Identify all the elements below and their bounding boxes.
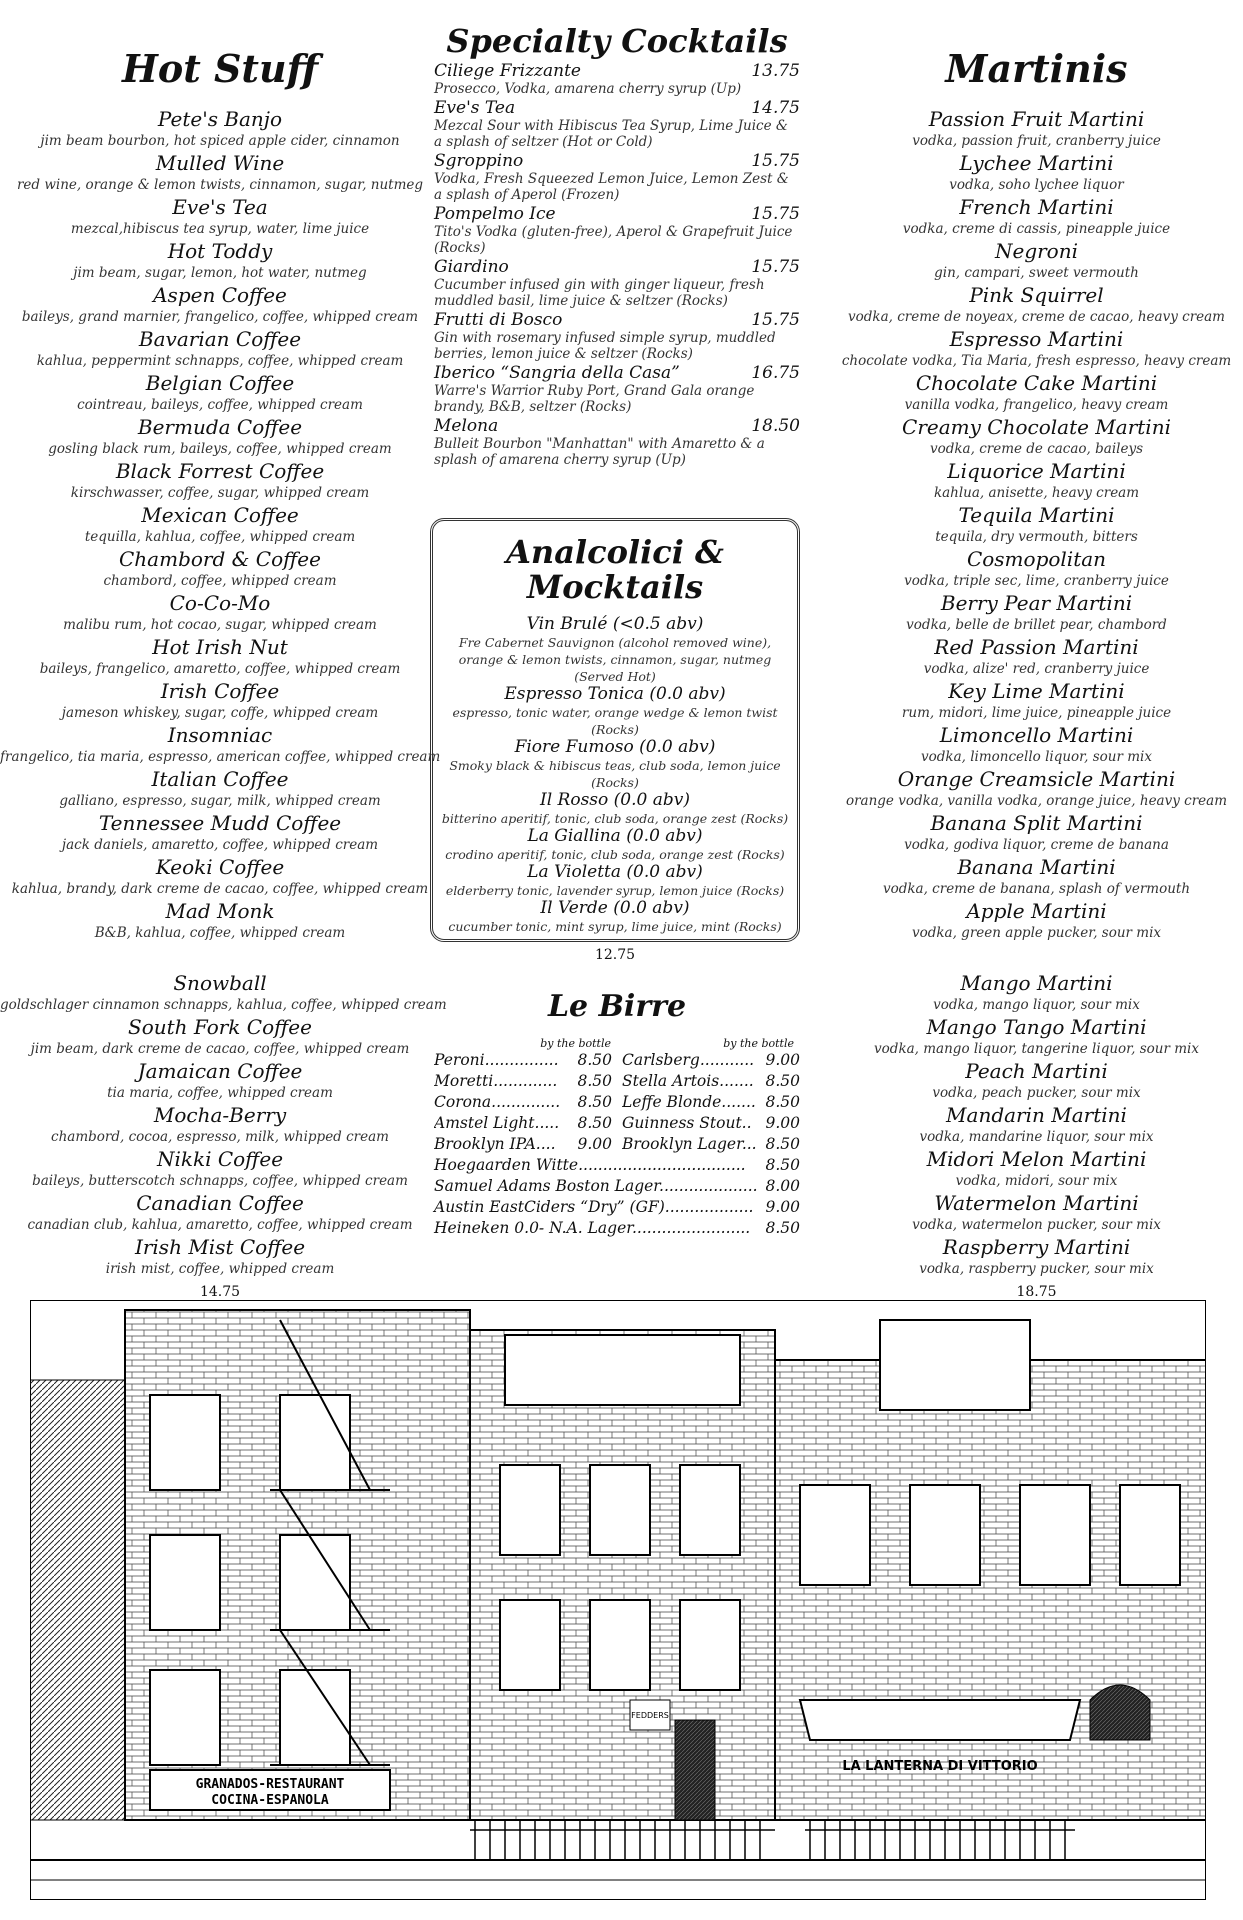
beer-row [622, 1050, 800, 1071]
mocktail-name: Il Rosso (0.0 abv) [539, 790, 690, 811]
item-name: Tequila Martini [958, 502, 1115, 527]
menu-item [830, 636, 1243, 680]
menu-item [0, 284, 440, 328]
item-name: Watermelon Martini [934, 1191, 1139, 1215]
mocktail-name: La Giallina (0.0 abv) [527, 826, 703, 847]
beer-price: 9.00 [577, 1135, 612, 1153]
cocktail-row [434, 310, 800, 330]
menu-item [0, 724, 440, 768]
menu-item [830, 416, 1243, 460]
item-desc: tia maria, coffee, whipped cream [107, 1085, 333, 1101]
mocktails-price: 12.75 [594, 947, 636, 964]
cocktail-item [434, 310, 800, 362]
cocktail-row [434, 204, 800, 224]
cocktail-desc: Mezcal Sour with Hibiscus Tea Syrup, Lime Juice & a splash of seltzer (Hot or Cold) [434, 118, 788, 151]
menu-item [0, 504, 440, 548]
item-desc: kirschwasser, coffee, sugar, whipped cream [70, 484, 370, 501]
beer-row [434, 1176, 800, 1197]
mocktails-list [433, 615, 797, 935]
menu-item [0, 240, 440, 284]
item-desc: vodka, soho lychee liquor [949, 176, 1124, 193]
menu-item [830, 504, 1243, 548]
item-name: Mango Tango Martini [926, 1015, 1147, 1039]
menu-item [0, 900, 440, 944]
item-name: Belgian Coffee [145, 370, 295, 395]
cocktails-section [434, 24, 800, 468]
item-desc: vodka, belle de brillet pear, chambord [906, 616, 1167, 633]
cocktail-price: 13.75 [751, 61, 800, 82]
beer-row [434, 1092, 612, 1113]
beer-name: Heineken 0.0- N.A. Lager........................ [434, 1219, 751, 1237]
beer-row [434, 1218, 800, 1239]
item-desc: vodka, green apple pucker, sour mix [911, 924, 1162, 941]
item-name: Orange Creamsicle Martini [897, 766, 1176, 791]
hot-stuff-list-2 [0, 971, 447, 1280]
cocktail-desc: Cucumber infused gin with ginger liqueur, fresh muddled basil, lime juice & seltzer (Rocks) [434, 277, 765, 310]
menu-item [0, 1060, 440, 1104]
beer-price: 8.50 [765, 1072, 800, 1090]
menu-item [0, 372, 440, 416]
martinis-section-2 [830, 972, 1243, 1300]
item-desc: vodka, creme de banana, splash of vermouth [882, 880, 1191, 897]
cocktail-name: Melona [434, 416, 499, 437]
item-name: Raspberry Martini [942, 1235, 1131, 1259]
item-desc: vodka, watermelon pucker, sour mix [912, 1217, 1161, 1233]
item-desc: frangelico, tia maria, espresso, american coffee, whipped cream [0, 748, 441, 765]
item-name: Chocolate Cake Martini [915, 370, 1158, 395]
hot-stuff-price: 14.75 [199, 1284, 241, 1300]
menu-item [830, 460, 1243, 504]
martinis-list-2 [830, 972, 1243, 1280]
cocktail-name: Eve's Tea [434, 98, 516, 119]
mocktails-box [430, 518, 800, 964]
cocktail-desc: Vodka, Fresh Squeezed Lemon Juice, Lemon Zest & a splash of Aperol (Frozen) [434, 171, 789, 204]
menu-item [830, 1236, 1243, 1280]
cocktail-name: Ciliege Frizzante [434, 61, 581, 82]
beer-row [622, 1092, 800, 1113]
martinis-title: Martinis [945, 46, 1128, 91]
mocktail-desc: bitterino aperitif, tonic, club soda, orange zest (Rocks) [441, 811, 789, 827]
item-name: Pete's Banjo [157, 106, 283, 131]
item-desc: canadian club, kahlua, amaretto, coffee, whipped cream [27, 1217, 413, 1233]
beer-section [434, 990, 800, 1239]
cocktail-row [434, 416, 800, 436]
menu-item [830, 680, 1243, 724]
menu-item [0, 1236, 440, 1280]
cocktails-list [434, 61, 800, 468]
fedders-sign: FEDDERS [631, 1711, 669, 1720]
cocktail-desc: Prosecco, Vodka, amarena cherry syrup (Up) [434, 81, 742, 98]
cocktail-name: Frutti di Bosco [434, 310, 563, 331]
hot-stuff-section [0, 48, 440, 944]
item-name: Eve's Tea [172, 194, 268, 219]
item-desc: cointreau, baileys, coffee, whipped cream [77, 396, 363, 413]
item-desc: chambord, cocoa, espresso, milk, whipped cream [51, 1129, 389, 1145]
martinis-section [830, 48, 1243, 944]
item-name: Midori Melon Martini [926, 1147, 1147, 1171]
menu-item [0, 152, 440, 196]
beer-name: Moretti............. [434, 1072, 558, 1090]
beer-left-list [434, 1050, 612, 1155]
menu-item [0, 1016, 440, 1060]
cocktail-item [434, 257, 800, 309]
menu-item [830, 548, 1243, 592]
menu-item [830, 812, 1243, 856]
mocktail-item [433, 791, 797, 827]
mocktail-name: Vin Brulé (<0.5 abv) [526, 614, 704, 635]
item-desc: baileys, frangelico, amaretto, coffee, whipped cream [39, 660, 401, 677]
cocktail-price: 14.75 [751, 98, 800, 119]
item-name: Banana Martini [957, 854, 1116, 879]
cocktail-item [434, 363, 800, 415]
menu-item [830, 1192, 1243, 1236]
item-desc: mezcal,hibiscus tea syrup, water, lime juice [70, 220, 370, 237]
item-name: Mad Monk [165, 898, 275, 923]
by-bottle-right: by the bottle [723, 1037, 794, 1050]
item-desc: kahlua, peppermint schnapps, coffee, whipped cream [36, 352, 404, 369]
beer-grid [434, 1050, 800, 1155]
beer-name: Stella Artois....... [622, 1072, 754, 1090]
item-name: Negroni [994, 238, 1079, 263]
beer-header [434, 1037, 800, 1050]
mocktail-name: Fiore Fumoso (0.0 abv) [514, 737, 716, 758]
menu-item [0, 108, 440, 152]
menu-item [0, 460, 440, 504]
item-desc: vodka, mango liquor, tangerine liquor, sour mix [874, 1041, 1199, 1057]
menu-item [0, 416, 440, 460]
item-desc: B&B, kahlua, coffee, whipped cream [94, 924, 346, 941]
item-name: Passion Fruit Martini [928, 106, 1145, 131]
item-name: Mexican Coffee [141, 502, 299, 527]
menu-item [830, 108, 1243, 152]
menu-item [0, 328, 440, 372]
beer-name: Guinness Stout.. [622, 1114, 752, 1132]
item-name: Nikki Coffee [156, 1147, 284, 1171]
beer-price: 8.50 [577, 1051, 612, 1069]
cocktail-item [434, 204, 800, 256]
item-desc: vodka, alize' red, cranberry juice [923, 660, 1150, 677]
menu-item [830, 724, 1243, 768]
item-desc: vodka, creme di cassis, pineapple juice [902, 220, 1171, 237]
beer-price: 8.50 [577, 1072, 612, 1090]
cocktail-price: 15.75 [751, 257, 800, 278]
cocktail-row [434, 61, 800, 81]
street-illustration [30, 1300, 1206, 1900]
item-desc: gin, campari, sweet vermouth [934, 264, 1139, 281]
item-desc: vodka, limoncello liquor, sour mix [921, 748, 1152, 765]
beer-price: 8.50 [765, 1093, 800, 1111]
mocktail-desc: elderberry tonic, lavender syrup, lemon juice (Rocks) [445, 883, 785, 899]
cocktail-name: Pompelmo Ice [434, 204, 556, 225]
beer-price: 9.00 [765, 1051, 800, 1069]
hot-stuff-title: Hot Stuff [121, 46, 319, 91]
item-desc: vodka, peach pucker, sour mix [932, 1085, 1141, 1101]
item-name: Lychee Martini [959, 150, 1114, 175]
menu-item [830, 328, 1243, 372]
menu-item [0, 1148, 440, 1192]
menu-item [0, 196, 440, 240]
beer-name: Brooklyn Lager... [622, 1135, 757, 1153]
cocktail-desc: Warre's Warrior Ruby Port, Grand Gala orange brandy, B&B, seltzer (Rocks) [434, 383, 755, 416]
martinis-list [830, 108, 1243, 944]
cocktail-desc: Bulleit Bourbon "Manhattan" with Amaretto & a splash of amarena cherry syrup (Up) [434, 436, 765, 469]
mocktail-name: Espresso Tonica (0.0 abv) [504, 684, 726, 705]
menu-item [830, 1060, 1243, 1104]
cocktail-name: Giardino [434, 257, 509, 278]
beer-long-list [434, 1155, 800, 1239]
mocktail-item [433, 738, 797, 791]
menu-item [0, 548, 440, 592]
beer-price: 8.50 [765, 1156, 800, 1174]
beer-name: Brooklyn IPA.... [434, 1135, 556, 1153]
cocktail-row [434, 257, 800, 277]
menu-item [830, 372, 1243, 416]
beer-name: Hoegaarden Witte.................................. [434, 1156, 746, 1174]
menu-item [830, 1104, 1243, 1148]
menu-item [0, 592, 440, 636]
item-name: Berry Pear Martini [940, 590, 1133, 615]
menu-item [830, 152, 1243, 196]
mocktail-desc: cucumber tonic, mint syrup, lime juice, mint (Rocks) [448, 919, 782, 935]
mocktail-item [433, 863, 797, 899]
beer-row [434, 1113, 612, 1134]
item-desc: vodka, midori, sour mix [955, 1173, 1118, 1189]
granados-sign-2: COCINA-ESPANOLA [211, 1793, 329, 1808]
menu-item [0, 971, 447, 1016]
item-name: Hot Irish Nut [152, 634, 288, 659]
item-desc: vanilla vodka, frangelico, heavy cream [904, 396, 1169, 413]
beer-name: Peroni............... [434, 1051, 559, 1069]
item-desc: chambord, coffee, whipped cream [103, 572, 337, 589]
item-desc: kahlua, brandy, dark creme de cacao, coffee, whipped cream [11, 880, 429, 897]
item-desc: jim beam bourbon, hot spiced apple cider, cinnamon [40, 132, 400, 149]
item-desc: jim beam, sugar, lemon, hot water, nutmeg [73, 264, 367, 281]
beer-name: Leffe Blonde....... [622, 1093, 756, 1111]
granados-sign-1: GRANADOS-RESTAURANT [195, 1777, 345, 1792]
mocktail-name: Il Verde (0.0 abv) [540, 898, 690, 919]
item-desc: vodka, godiva liquor, creme de banana [904, 836, 1169, 853]
cocktail-price: 18.50 [751, 416, 800, 437]
beer-row [434, 1155, 800, 1176]
menu-item [0, 1192, 440, 1236]
beer-row [622, 1134, 800, 1155]
mocktail-desc: Smoky black & hibiscus teas, club soda, lemon juice (Rocks) [449, 758, 781, 791]
beer-name: Samuel Adams Boston Lager.................... [434, 1177, 758, 1195]
item-desc: vodka, passion fruit, cranberry juice [912, 132, 1161, 149]
item-desc: kahlua, anisette, heavy cream [933, 484, 1140, 501]
menu-item [830, 768, 1243, 812]
mocktail-desc: Fre Cabernet Sauvignon (alcohol removed wine), orange & lemon twists, cinnamon, sugar, nutmeg (Served Hot) [458, 635, 772, 685]
item-name: Insomniac [167, 722, 273, 747]
item-desc: tequilla, kahlua, coffee, whipped cream [84, 528, 356, 545]
item-desc: jim beam, dark creme de cacao, coffee, whipped cream [30, 1041, 410, 1057]
item-name: Mango Martini [960, 971, 1113, 995]
item-name: Liquorice Martini [947, 458, 1126, 483]
item-name: Creamy Chocolate Martini [902, 414, 1171, 439]
beer-name: Austin EastCiders “Dry” (GF).................. [434, 1198, 754, 1216]
item-desc: goldschlager cinnamon schnapps, kahlua, coffee, whipped cream [0, 997, 447, 1013]
beer-name: Amstel Light..... [434, 1114, 560, 1132]
cocktail-price: 15.75 [751, 151, 800, 172]
mocktail-desc: crodino aperitif, tonic, club soda, orange zest (Rocks) [445, 847, 785, 863]
item-name: French Martini [959, 194, 1114, 219]
beer-row [434, 1197, 800, 1218]
item-name: Jamaican Coffee [137, 1059, 303, 1083]
cocktail-row [434, 363, 800, 383]
menu-item [0, 680, 440, 724]
lanterna-sign: LA LANTERNA DI VITTORIO [842, 1759, 1038, 1774]
item-desc: vodka, raspberry pucker, sour mix [919, 1261, 1154, 1277]
cocktail-price: 15.75 [751, 310, 800, 331]
item-name: Irish Mist Coffee [134, 1235, 306, 1259]
menu-item [0, 1104, 440, 1148]
item-name: Bermuda Coffee [137, 414, 303, 439]
item-desc: red wine, orange & lemon twists, cinnamon, sugar, nutmeg [16, 176, 424, 193]
item-name: Banana Split Martini [930, 810, 1143, 835]
menu-item [830, 1148, 1243, 1192]
beer-row [434, 1050, 612, 1071]
menu-item [830, 592, 1243, 636]
cocktail-name: Sgroppino [434, 151, 524, 172]
item-desc: malibu rum, hot cocao, sugar, whipped cream [63, 616, 377, 633]
item-desc: vodka, creme de cacao, baileys [929, 440, 1143, 457]
beer-row [434, 1071, 612, 1092]
cocktail-desc: Tito's Vodka (gluten-free), Aperol & Grapefruit Juice (Rocks) [434, 224, 793, 257]
item-name: Italian Coffee [151, 766, 289, 791]
hot-stuff-list [0, 108, 440, 944]
menu-item [0, 856, 440, 900]
cocktail-price: 16.75 [751, 363, 800, 384]
mocktails-title: Analcolici & Mocktails [506, 533, 724, 607]
item-name: South Fork Coffee [128, 1015, 312, 1039]
beer-name: Corona.............. [434, 1093, 561, 1111]
item-name: Red Passion Martini [934, 634, 1139, 659]
item-desc: irish mist, coffee, whipped cream [105, 1261, 335, 1277]
item-name: Pink Squirrel [969, 282, 1104, 307]
beer-price: 8.50 [765, 1135, 800, 1153]
beer-row [622, 1071, 800, 1092]
item-desc: jameson whiskey, sugar, coffe, whipped cream [61, 704, 379, 721]
beer-price: 9.00 [765, 1198, 800, 1216]
menu-item [830, 972, 1243, 1016]
item-desc: gosling black rum, baileys, coffee, whipped cream [48, 440, 392, 457]
cocktail-desc: Gin with rosemary infused simple syrup, muddled berries, lemon juice & seltzer (Rocks) [434, 330, 776, 363]
beer-price: 8.50 [577, 1093, 612, 1111]
item-name: Apple Martini [966, 898, 1107, 923]
cocktails-title: Specialty Cocktails [446, 22, 788, 60]
menu-item [830, 240, 1243, 284]
cocktail-item [434, 151, 800, 203]
menu-item [830, 856, 1243, 900]
beer-right-list [622, 1050, 800, 1155]
menu-item [0, 768, 440, 812]
beer-title: Le Birre [547, 989, 687, 1024]
menu-item [830, 284, 1243, 328]
beer-price: 9.00 [765, 1114, 800, 1132]
item-name: Irish Coffee [160, 678, 280, 703]
mocktail-desc: espresso, tonic water, orange wedge & lemon twist (Rocks) [452, 705, 778, 738]
cocktail-name: Iberico “Sangria della Casa” [434, 363, 680, 384]
cocktail-price: 15.75 [751, 204, 800, 225]
item-desc: rum, midori, lime juice, pineapple juice [901, 704, 1172, 721]
beer-price: 8.50 [577, 1114, 612, 1132]
item-desc: vodka, triple sec, lime, cranberry juice [904, 572, 1169, 589]
item-desc: galliano, espresso, sugar, milk, whipped cream [59, 792, 381, 809]
item-name: Canadian Coffee [136, 1191, 304, 1215]
item-name: Mandarin Martini [946, 1103, 1127, 1127]
menu-item [830, 1016, 1243, 1060]
menu-item [0, 812, 440, 856]
mocktail-item [433, 827, 797, 863]
item-name: Limoncello Martini [939, 722, 1134, 747]
item-desc: baileys, grand marnier, frangelico, coffee, whipped cream [21, 308, 419, 325]
item-name: Mocha-Berry [153, 1103, 287, 1127]
mocktail-item [433, 685, 797, 738]
item-name: Espresso Martini [949, 326, 1124, 351]
beer-price: 8.00 [765, 1177, 800, 1195]
menu-item [830, 900, 1243, 944]
item-name: Bavarian Coffee [138, 326, 302, 351]
mocktail-item [433, 615, 797, 685]
item-desc: chocolate vodka, Tia Maria, fresh espresso, heavy cream [841, 352, 1232, 369]
item-desc: vodka, creme de noyeax, creme de cacao, heavy cream [848, 308, 1225, 325]
menu-item [830, 196, 1243, 240]
item-desc: orange vodka, vanilla vodka, orange juice, heavy cream [845, 792, 1228, 809]
beer-row [434, 1134, 612, 1155]
beer-name: Carlsberg........... [622, 1051, 755, 1069]
martinis-price: 18.75 [1016, 1284, 1057, 1300]
item-name: Aspen Coffee [153, 282, 287, 307]
cocktail-item [434, 61, 800, 97]
item-name: Cosmopolitan [966, 546, 1107, 571]
item-desc: vodka, mandarine liquor, sour mix [919, 1129, 1154, 1145]
item-desc: vodka, mango liquor, sour mix [933, 997, 1140, 1013]
cocktail-row [434, 151, 800, 171]
by-bottle-left: by the bottle [540, 1037, 611, 1050]
item-name: Tennessee Mudd Coffee [98, 810, 342, 835]
cocktail-item [434, 416, 800, 468]
item-desc: tequila, dry vermouth, bitters [935, 528, 1138, 545]
item-name: Black Forrest Coffee [115, 458, 325, 483]
cocktail-item [434, 98, 800, 150]
menu-item [0, 636, 440, 680]
cocktail-row [434, 98, 800, 118]
item-name: Hot Toddy [167, 238, 273, 263]
item-name: Key Lime Martini [948, 678, 1125, 703]
item-name: Chambord & Coffee [119, 546, 321, 571]
beer-price: 8.50 [765, 1219, 800, 1237]
item-name: Co-Co-Mo [169, 590, 271, 615]
item-desc: jack daniels, amaretto, coffee, whipped cream [61, 836, 379, 853]
item-name: Keoki Coffee [155, 854, 285, 879]
item-name: Snowball [173, 971, 267, 995]
mocktail-name: La Violetta (0.0 abv) [527, 862, 703, 883]
item-name: Mulled Wine [155, 150, 285, 175]
beer-row [622, 1113, 800, 1134]
item-name: Peach Martini [965, 1059, 1108, 1083]
item-desc: baileys, butterscotch schnapps, coffee, whipped cream [32, 1173, 408, 1189]
mocktail-item [433, 899, 797, 935]
hot-stuff-section-2 [0, 971, 447, 1300]
